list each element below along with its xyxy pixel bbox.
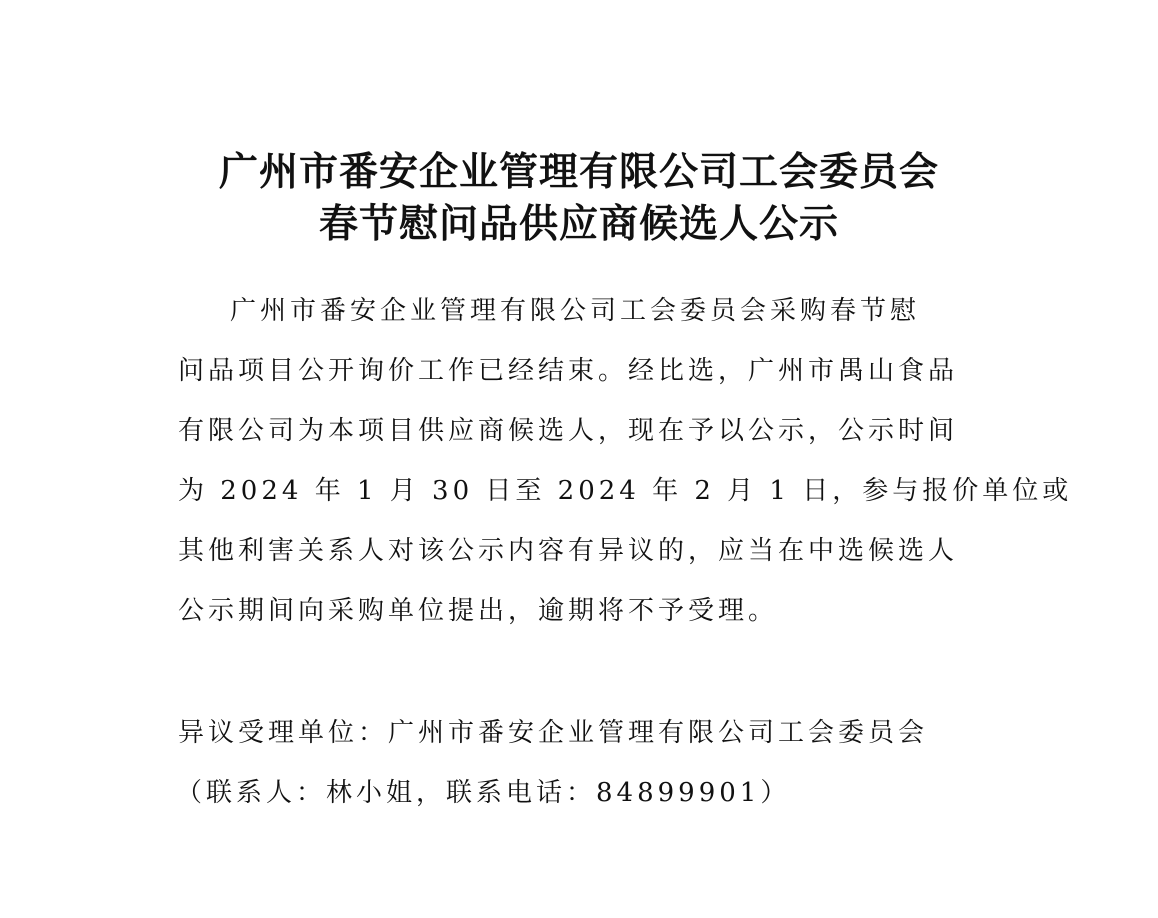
body-line-1: 广州市番安企业管理有限公司工会委员会采购春节慰 [230,296,921,326]
document-title-line-1: 广州市番安企业管理有限公司工会委员会 [218,149,939,195]
body-line-4: 为 2024 年 1 月 30 日至 2024 年 2 月 1 日，参与报价单位或 [178,476,1073,506]
document-title-line-2: 春节慰问品供应商候选人公示 [318,201,839,247]
objection-unit-line: 异议受理单位：广州市番安企业管理有限公司工会委员会 [178,718,929,748]
body-line-6: 公示期间向采购单位提出，逾期将不予受理。 [178,596,779,626]
body-line-2: 问品项目公开询价工作已经结束。经比选，广州市禺山食品 [178,356,959,386]
body-line-3: 有限公司为本项目供应商候选人，现在予以公示，公示时间 [178,416,959,446]
contact-person-line: （联系人：林小姐，联系电话：84899901） [176,778,791,808]
body-line-5: 其他利害关系人对该公示内容有异议的，应当在中选候选人 [178,536,959,566]
